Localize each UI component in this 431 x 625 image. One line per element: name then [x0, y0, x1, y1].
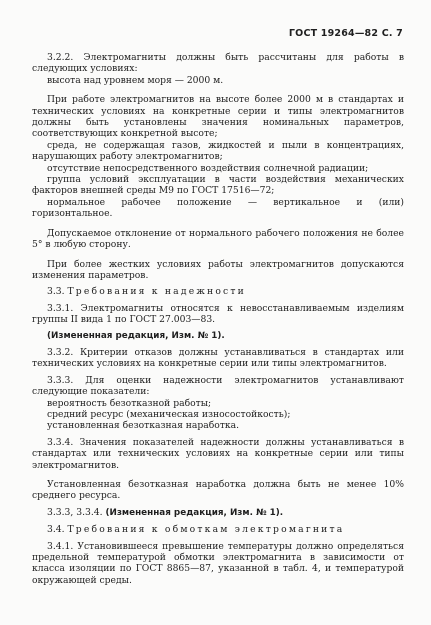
section-heading-3-4 [32, 524, 404, 535]
paragraph-high-altitude: При работе электромагнитов на высоте более 2000 м в стандартах и технических условиях на конкретные серии и типы электромагнитов должны быть установлены значения номинальных параметров, соответствующих конкретной высоте; [32, 94, 404, 140]
paragraph-deviation: Допускаемое отклонение от нормального рабочего положения не более 5° в любую сторону. [32, 227, 404, 251]
paragraph-mechanical: группа условий эксплуатации в части воздействия механических факторов внешней среды М9 по ГОСТ 17516—72; [32, 174, 404, 197]
section-title: Требования к обмоткам электромагнита [67, 524, 345, 536]
list-item-mtbf: установленная безотказная наработка. [47, 420, 240, 432]
amendment-note-1: (Измененная редакция, Изм. № 1). [47, 330, 225, 341]
list-item-probability: вероятность безотказной работы; [47, 397, 212, 409]
paragraph-3-2-2: 3.2.2. Электромагниты должны быть рассчитаны для работы в следующих условиях: [32, 52, 404, 75]
paragraph-failure-free: Установленная безотказная наработка должна быть не менее 10% среднего ресурса. [32, 479, 404, 502]
list-item-resource: средний ресурс (механическая износостойкость); [47, 408, 291, 420]
paragraph-environment: среда, не содержащая газов, жидкостей и пыли в концентрациях, нарушающих работу электромагнитов; [32, 139, 404, 163]
section-number: 3.4. [47, 524, 65, 536]
paragraph-3-3-2: 3.3.2. Критерии отказов должны устанавливаться в стандартах или технических условиях на конкретные серии или типы электромагнитов. [32, 346, 404, 370]
amendment-clauses: 3.3.3, 3.3.4. [47, 506, 103, 518]
paragraph-3-3-4: 3.3.4. Значения показателей надежности должны устанавливаться в стандартах или технических условиях на конкретные серии или типы электромагнитов. [32, 436, 404, 471]
section-number: 3.3. [47, 286, 65, 298]
paragraph-3-3-3: 3.3.3. Для оценки надежности электромагнитов устанавливают следующие показатели: [32, 374, 404, 398]
amendment-note-2 [32, 507, 404, 519]
paragraph-harsh-conditions: При более жестких условиях работы электромагнитов допускаются изменения параметров. [32, 258, 404, 281]
paragraph-altitude: высота над уровнем моря — 2000 м. [47, 74, 224, 86]
section-heading-3-3 [32, 286, 404, 297]
paragraph-3-3-1: 3.3.1. Электромагниты относятся к невосстанавливаемым изделиям группы II вида 1 по ГОСТ 27.003—83. [32, 302, 404, 326]
paragraph-position: нормальное рабочее положение — вертикальное и (или) горизонтальное. [32, 196, 404, 220]
paragraph-solar: отсутствие непосредственного воздействия солнечной радиации; [47, 162, 369, 174]
amendment-text: (Измененная редакция, Изм. № 1). [105, 507, 284, 518]
paragraph-3-4-1: 3.4.1. Установившееся превышение температуры должно определяться предельной температурой обмотки электромагнита в зависимости от класса изоляции по ГОСТ 8865—87, указанной в табл. 4, и температурой окружающей среды. [32, 540, 404, 586]
section-title: Требования к надежности [67, 286, 247, 298]
document-body [32, 52, 404, 586]
page-header: ГОСТ 19264—82 С. 7 [288, 28, 403, 39]
